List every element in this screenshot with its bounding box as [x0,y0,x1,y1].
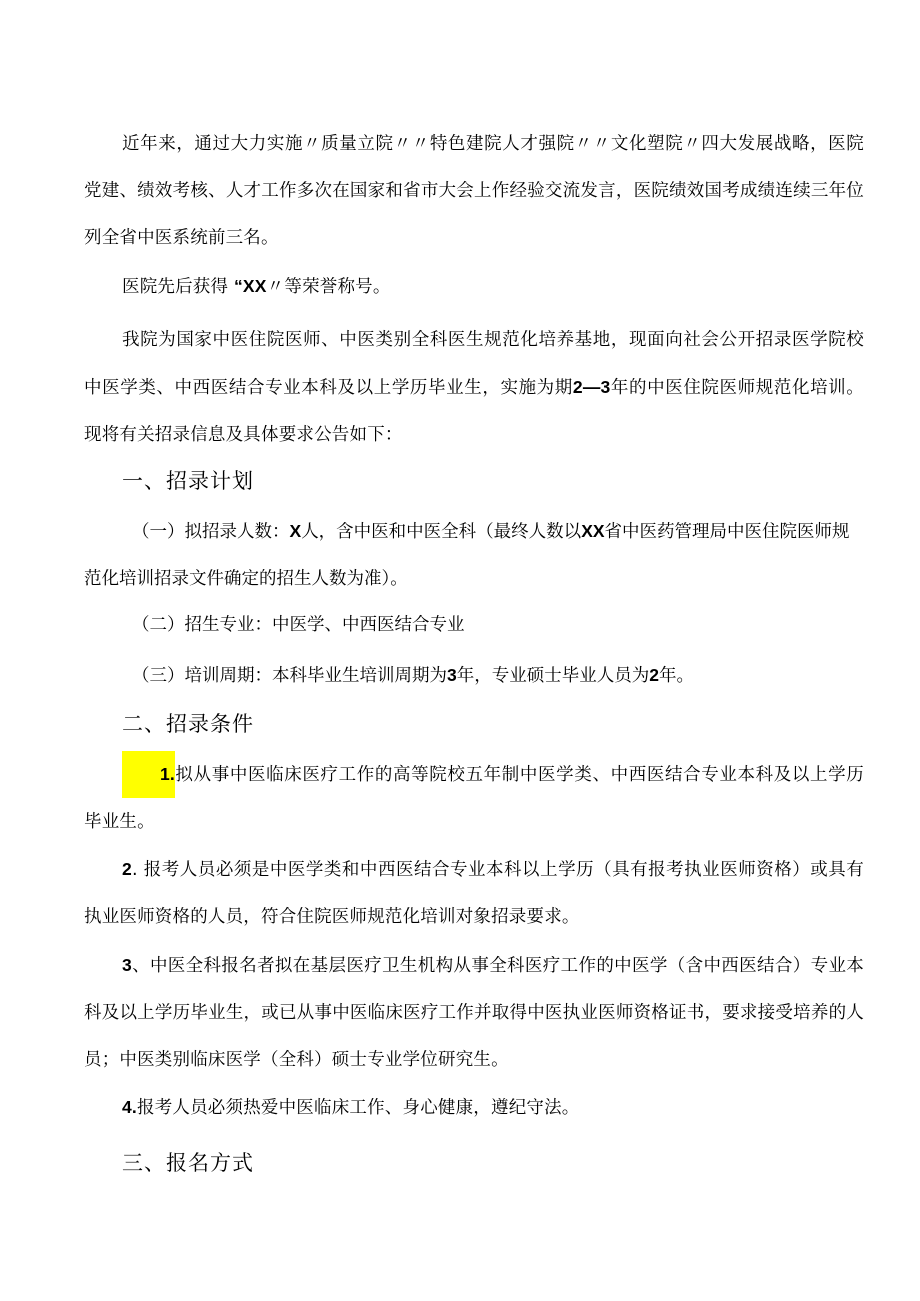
plan-item-3 [84,652,864,700]
condition-3-number: 3 [122,955,132,975]
plan-item-2: （二）招生专业：中医学、中西医结合专业 [132,615,465,635]
plan-item-1-b: X [289,521,302,541]
recruit-text-a: 我院为国家中医住院医师、中医类别全科医生规范化培养基地，现面向社会公开招录医学院校中医学类、中西医结合专业本科及以上学历毕业生，实施为期 [84,330,864,398]
plan-item-3-a: （三）培训周期：本科毕业生培训周期为 [132,666,447,686]
plan-item-1-a: （一）拟招录人数： [132,522,290,542]
condition-3-text: 、中医全科报名者拟在基层医疗卫生机构从事全科医疗工作的中医学（含中西医结合）专业本科及以上学历毕业生，或已从事中医临床医疗工作并取得中医执业医师资格证书，要求接受培养的人员；中医类别临床医学（全科）硕士专业学位研究生。 [84,956,864,1070]
condition-1-text: 拟从事中医临床医疗工作的高等院校五年制中医学类、中西医结合专业本科及以上学历毕业生。 [84,765,864,832]
honor-text-b: “XX [233,276,267,296]
plan-item-1-e: 省中医药管理局中医住院医师规范化培训招录文件确定的招生人数为准）。 [84,522,850,589]
plan-item-1-d: XX [581,521,605,541]
plan-item-3-b: 3 [447,665,457,685]
honor-text-a: 医院先后获得 [122,277,234,297]
plan-item-1 [84,508,864,603]
plan-item-3-e: 年。 [658,666,694,686]
plan-item-3-d: 2 [649,665,659,685]
section-heading-plan: 一、招录计划 [122,469,254,493]
honor-paragraph [84,263,864,311]
section-heading-registration: 三、报名方式 [122,1151,254,1175]
condition-4-number: 4. [122,1097,137,1117]
plan-item-1-c: 人，含中医和中医全科（最终人数以 [301,522,582,542]
condition-2 [84,846,864,941]
condition-1 [84,751,864,846]
condition-2-number: 2 [122,859,132,879]
recruit-intro-paragraph [84,317,864,459]
condition-1-number: 1. [122,751,175,798]
condition-4 [84,1084,864,1132]
plan-item-3-c: 年，专业硕士毕业人员为 [456,666,650,686]
condition-4-text: 报考人员必须热爱中医临床工作、身心健康，遵纪守法。 [137,1098,580,1118]
intro-paragraph: 近年来，通过大力实施〃质量立院〃〃特色建院人才强院〃〃文化塑院〃四大发展战略，医院党建、绩效考核、人才工作多次在国家和省市大会上作经验交流发言，医院绩效国考成绩连续三年位列全省中医系统前三名。 [84,134,864,248]
honor-text-c: 〃等荣誉称号。 [266,277,391,297]
condition-3 [84,942,864,1084]
section-heading-conditions: 二、招录条件 [122,712,254,736]
recruit-period: 2—3 [572,377,611,397]
recruit-text-c: 年的中医住院医师规范化培训。现将有关招录信息及具体要求公告如下： [84,378,864,445]
condition-2-text: . 报考人员必须是中医学类和中西医结合专业本科以上学历（具有报考执业医师资格）或具有执业医师资格的人员，符合住院医师规范化培训对象招录要求。 [84,860,864,927]
